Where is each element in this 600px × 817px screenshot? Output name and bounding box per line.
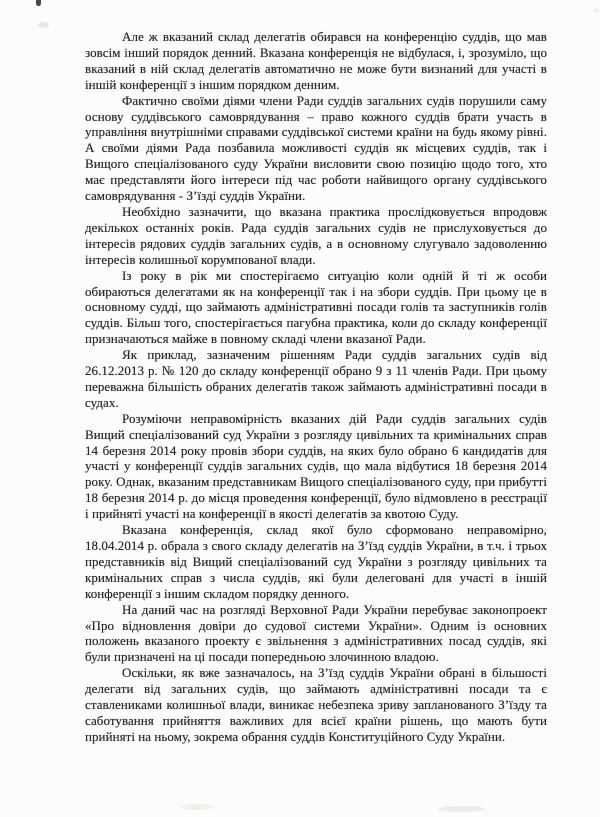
paragraph-draft-law-restoring-trust: На даний час на розгляді Верховної Ради України перебуває законопроект «Про відновлення довіри до судової системи України». Одним із основних положень вказаного проекту є звільнення з адміністративних посад суддів, які були призначені на ці посади попередньою злочинною владою. xyxy=(85,601,547,665)
scan-smudge-bottom-left xyxy=(180,804,214,810)
scan-smudge-top xyxy=(38,22,49,28)
paragraph-risk-of-congress-disruption: Оскільки, як вже зазначалось, на З’їзд суддів України обрані в більшості делегати від загальних судів, що займають адміністративні посади та є ставлениками колишньої влади, виникає небезпека зриву запланованого З’їзду та саботування прийняття важливих для всієї країни рішень, що мають бути прийняті на ньому, зокрема обрання суддів Конституційного Суду України. xyxy=(85,665,547,744)
scan-smudge-right-edge xyxy=(594,8,599,13)
paragraph-ongoing-practice: Необхідно зазначити, що вказана практика прослідковується впродовж декількох останніх років. Рада суддів загальних судів не прислуховується до інтересів рядових суддів загальних судів, а в основному слугувало задоволенню інтересів колишньої корумпованої влади. xyxy=(85,203,547,267)
paragraph-self-governance-violation: Фактично своїми діями члени Ради суддів загальних судів порушили саму основу суддівського самоврядування – право кожного суддів брати участь в управління внутрішніми справами суддівської системи країни на будь якому рівні. А своїми діями Рада позбавила можливості суддів як місцевих суддів, так і Вищого спеціалізованого суду України висловити свою позицію щодо того, хто має представляти його інтереси під час роботи найвищого органу суддівського самоврядування - З’їзді суддів України. xyxy=(85,92,547,204)
paragraph-conference-formed-unlawfully: Вказана конференція, склад якої було сформовано неправомірно, 18.04.2014 р. обрала з свого складу делегатів на З’їзд суддів України, в т.ч. і трьох представників від Вищий спеціалізований суд України з розгляду цивільних та кримінальних справ з числа суддів, які були делеговані для участі в іншій конференції з іншим складом порядку денного. xyxy=(85,522,547,601)
document-body xyxy=(85,29,547,745)
scan-speck-top xyxy=(36,0,41,6)
paragraph-decision-120-example: Як приклад, зазначеним рішенням Ради суддів загальних судів від 26.12.2013 р. № 120 до складу конференції обрано 9 з 11 членів Ради. При цьому переважна більшість обраних делегатів також займають адміністративні посади в судах. xyxy=(85,347,547,410)
paragraph-same-persons-elected: Із року в рік ми спостерігаємо ситуацію коли одній й ті ж особи обираються делегатами як на конференції так і на збори суддів. При цьому це в основному судді, що займають адміністративні посади голів та заступників голів суддів. Більш того, спостерігається пагубна практика, коли до складу конференції призначаються майже в повному складі члени вказаної Ради. xyxy=(85,267,547,347)
paragraph-higher-court-assembly: Розуміючи неправомірність вказаних дій Ради суддів загальних судів Вищий спеціалізований суд України з розгляду цивільних та кримінальних справ 14 березня 2014 року провів збори суддів, на яких було обрано 6 кандидатів для участі у конференції суддів загальних судів, що мала відбутися 18 березня 2014 року. Однак, вказаним представникам Вищого спеціалізованого суду, при прибутті 18 березня 2014 р. до місця проведення конференції, було відмовлено в реєстрації і прийняті участі на конференції в якості делегатів за квотою Суду. xyxy=(85,410,547,522)
paragraph-delegates-composition: Але ж вказаний склад делегатів обирався на конференцію суддів, що мав зовсім інший порядок денний. Вказана конференція не відбулася, і, зрозуміло, що вказаний в ній склад делегатів автоматично не може бути визнаний для участі в іншій конференції з іншим порядком денним. xyxy=(85,29,547,92)
scan-smudge-bottom-right xyxy=(438,806,486,812)
